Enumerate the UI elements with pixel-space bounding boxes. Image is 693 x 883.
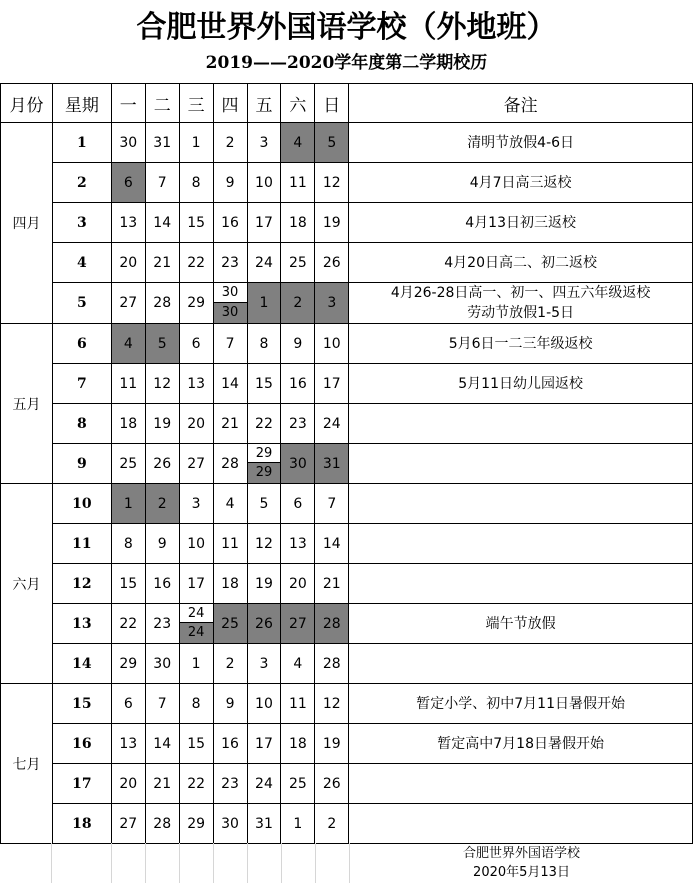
day-cell: 30 <box>213 804 247 844</box>
week-number: 5 <box>52 283 111 324</box>
day-cell: 4 <box>111 324 145 364</box>
day-cell: 20 <box>281 564 315 604</box>
day-cell: 23 <box>145 604 179 644</box>
day-number-holiday: 29 <box>248 462 281 483</box>
calendar-table <box>0 83 693 844</box>
week-row <box>1 524 693 564</box>
day-cell: 20 <box>179 404 213 444</box>
day-cell: 1 <box>247 283 281 324</box>
day-cell-split <box>247 444 281 484</box>
week-row <box>1 604 693 644</box>
day-cell: 16 <box>213 724 247 764</box>
day-cell: 28 <box>145 804 179 844</box>
month-label: 五月 <box>1 324 53 484</box>
day-cell: 28 <box>213 444 247 484</box>
day-cell: 13 <box>281 524 315 564</box>
day-cell: 27 <box>179 444 213 484</box>
note-text: 4月26-28日高一、初一、四五六年级返校 <box>390 285 651 301</box>
day-cell: 22 <box>179 243 213 283</box>
day-number-holiday: 24 <box>180 622 213 643</box>
day-cell: 18 <box>111 404 145 444</box>
day-cell: 22 <box>247 404 281 444</box>
day-cell: 11 <box>111 364 145 404</box>
day-cell: 23 <box>213 243 247 283</box>
note-cell <box>349 764 693 804</box>
week-row <box>1 764 693 804</box>
note-cell <box>349 484 693 524</box>
day-cell: 6 <box>111 163 145 203</box>
day-cell: 7 <box>145 684 179 724</box>
week-row <box>1 324 693 364</box>
day-cell: 28 <box>315 604 349 644</box>
day-cell: 10 <box>247 163 281 203</box>
day-cell: 7 <box>213 324 247 364</box>
day-cell: 8 <box>247 324 281 364</box>
note-cell <box>349 524 693 564</box>
week-number: 18 <box>52 804 111 844</box>
day-cell: 7 <box>315 484 349 524</box>
header-day-sat: 六 <box>281 84 315 123</box>
day-cell: 26 <box>315 243 349 283</box>
day-cell: 17 <box>247 203 281 243</box>
day-cell: 14 <box>145 203 179 243</box>
week-number: 10 <box>52 484 111 524</box>
week-number: 12 <box>52 564 111 604</box>
note-text: 暂定小学、初中7月11日暑假开始 <box>416 695 625 712</box>
day-cell: 19 <box>145 404 179 444</box>
day-cell: 9 <box>281 324 315 364</box>
week-row <box>1 484 693 524</box>
day-cell: 1 <box>111 484 145 524</box>
header-month: 月份 <box>1 84 53 123</box>
note-text: 劳动节放假1-5日 <box>467 305 575 321</box>
day-cell: 25 <box>111 444 145 484</box>
day-cell: 20 <box>111 243 145 283</box>
page-title: 合肥世界外国语学校（外地班） <box>136 10 557 45</box>
page-subtitle: 2019——2020学年度第二学期校历 <box>205 53 488 73</box>
day-cell: 14 <box>145 724 179 764</box>
note-cell <box>349 644 693 684</box>
week-number: 13 <box>52 604 111 644</box>
day-cell: 5 <box>145 324 179 364</box>
day-cell: 11 <box>281 163 315 203</box>
note-cell <box>349 123 693 163</box>
day-cell: 19 <box>247 564 281 604</box>
week-row <box>1 564 693 604</box>
week-row <box>1 444 693 484</box>
week-row <box>1 364 693 404</box>
day-cell: 12 <box>315 163 349 203</box>
day-cell: 23 <box>281 404 315 444</box>
footer-area <box>0 843 693 883</box>
week-number: 3 <box>52 203 111 243</box>
day-cell: 21 <box>145 764 179 804</box>
header-row <box>1 84 693 123</box>
day-cell: 18 <box>281 724 315 764</box>
day-cell: 15 <box>179 724 213 764</box>
day-cell: 16 <box>281 364 315 404</box>
note-text: 暂定高中7月18日暑假开始 <box>437 735 604 752</box>
day-cell: 16 <box>145 564 179 604</box>
day-cell: 22 <box>111 604 145 644</box>
day-cell: 7 <box>145 163 179 203</box>
day-cell: 15 <box>179 203 213 243</box>
day-cell: 26 <box>315 764 349 804</box>
day-cell: 2 <box>213 644 247 684</box>
footer-date: 2020年5月13日 <box>473 865 570 880</box>
day-number: 29 <box>248 444 281 463</box>
day-cell: 13 <box>111 203 145 243</box>
note-cell <box>349 684 693 724</box>
day-cell: 1 <box>281 804 315 844</box>
day-cell: 25 <box>281 764 315 804</box>
day-cell: 5 <box>247 484 281 524</box>
day-number: 30 <box>214 283 247 302</box>
day-cell: 10 <box>247 684 281 724</box>
note-cell <box>349 324 693 364</box>
day-cell: 14 <box>315 524 349 564</box>
week-number: 11 <box>52 524 111 564</box>
day-cell: 3 <box>315 283 349 324</box>
week-number: 8 <box>52 404 111 444</box>
day-cell: 31 <box>315 444 349 484</box>
day-cell: 12 <box>315 684 349 724</box>
week-row <box>1 684 693 724</box>
note-cell <box>349 364 693 404</box>
day-cell: 17 <box>179 564 213 604</box>
week-number: 16 <box>52 724 111 764</box>
day-cell-split <box>213 283 247 324</box>
day-cell: 13 <box>179 364 213 404</box>
day-cell: 3 <box>179 484 213 524</box>
header-day-wed: 三 <box>179 84 213 123</box>
note-cell <box>349 804 693 844</box>
day-cell: 15 <box>111 564 145 604</box>
week-number: 4 <box>52 243 111 283</box>
day-cell: 27 <box>281 604 315 644</box>
day-cell: 13 <box>111 724 145 764</box>
day-cell: 2 <box>213 123 247 163</box>
day-cell: 24 <box>247 764 281 804</box>
week-row <box>1 203 693 243</box>
day-cell: 9 <box>213 163 247 203</box>
day-cell: 15 <box>247 364 281 404</box>
day-cell: 2 <box>145 484 179 524</box>
week-number: 15 <box>52 684 111 724</box>
day-cell-split <box>179 604 213 644</box>
note-cell <box>349 163 693 203</box>
week-row <box>1 163 693 203</box>
day-cell: 31 <box>145 123 179 163</box>
week-number: 9 <box>52 444 111 484</box>
day-cell: 4 <box>281 123 315 163</box>
note-text: 4月7日高三返校 <box>469 174 572 191</box>
day-cell: 8 <box>179 684 213 724</box>
day-cell: 21 <box>145 243 179 283</box>
week-row <box>1 283 693 324</box>
day-cell: 30 <box>145 644 179 684</box>
day-cell: 29 <box>111 644 145 684</box>
day-cell: 2 <box>281 283 315 324</box>
day-cell: 23 <box>213 764 247 804</box>
note-text: 5月11日幼儿园返校 <box>458 375 583 392</box>
week-number: 7 <box>52 364 111 404</box>
day-cell: 10 <box>315 324 349 364</box>
day-cell: 28 <box>315 644 349 684</box>
header-day-mon: 一 <box>111 84 145 123</box>
week-number: 2 <box>52 163 111 203</box>
week-row <box>1 644 693 684</box>
day-cell: 1 <box>179 123 213 163</box>
note-cell <box>349 564 693 604</box>
day-cell: 8 <box>111 524 145 564</box>
week-number: 6 <box>52 324 111 364</box>
day-cell: 12 <box>247 524 281 564</box>
day-cell: 21 <box>315 564 349 604</box>
day-cell: 24 <box>247 243 281 283</box>
day-cell: 16 <box>213 203 247 243</box>
day-cell: 9 <box>213 684 247 724</box>
week-number: 14 <box>52 644 111 684</box>
day-cell: 11 <box>281 684 315 724</box>
day-cell: 9 <box>145 524 179 564</box>
day-cell: 21 <box>213 404 247 444</box>
week-row <box>1 804 693 844</box>
note-text: 清明节放假4-6日 <box>467 134 575 151</box>
day-number: 24 <box>180 604 213 623</box>
note-cell <box>349 203 693 243</box>
note-cell <box>349 404 693 444</box>
day-cell: 24 <box>315 404 349 444</box>
day-cell: 30 <box>281 444 315 484</box>
header-day-sun: 日 <box>315 84 349 123</box>
footer-school: 合肥世界外国语学校 <box>462 846 580 861</box>
header-day-fri: 五 <box>247 84 281 123</box>
day-cell: 12 <box>145 364 179 404</box>
day-cell: 18 <box>281 203 315 243</box>
day-cell: 8 <box>179 163 213 203</box>
day-cell: 19 <box>315 724 349 764</box>
day-cell: 1 <box>179 644 213 684</box>
day-cell: 5 <box>315 123 349 163</box>
day-cell: 18 <box>213 564 247 604</box>
month-label: 六月 <box>1 484 53 684</box>
day-cell: 27 <box>111 283 145 324</box>
day-number-holiday: 30 <box>214 302 247 323</box>
day-cell: 4 <box>213 484 247 524</box>
month-label: 七月 <box>1 684 53 844</box>
day-cell: 17 <box>247 724 281 764</box>
note-cell <box>349 444 693 484</box>
day-cell: 17 <box>315 364 349 404</box>
day-cell: 30 <box>111 123 145 163</box>
day-cell: 27 <box>111 804 145 844</box>
note-cell <box>349 724 693 764</box>
day-cell: 3 <box>247 123 281 163</box>
day-cell: 10 <box>179 524 213 564</box>
day-cell: 26 <box>145 444 179 484</box>
day-cell: 31 <box>247 804 281 844</box>
header-notes: 备注 <box>349 84 693 123</box>
note-cell <box>349 604 693 644</box>
day-cell: 14 <box>213 364 247 404</box>
note-text: 5月6日一二三年级返校 <box>448 335 593 352</box>
day-cell: 29 <box>179 283 213 324</box>
day-cell: 3 <box>247 644 281 684</box>
header-week: 星期 <box>52 84 111 123</box>
day-cell: 20 <box>111 764 145 804</box>
day-cell: 25 <box>213 604 247 644</box>
day-cell: 26 <box>247 604 281 644</box>
note-text: 端午节放假 <box>485 615 556 632</box>
day-cell: 19 <box>315 203 349 243</box>
week-number: 1 <box>52 123 111 163</box>
note-text: 4月13日初三返校 <box>465 214 576 231</box>
day-cell: 29 <box>179 804 213 844</box>
week-row <box>1 724 693 764</box>
day-cell: 28 <box>145 283 179 324</box>
week-row <box>1 123 693 163</box>
week-row <box>1 243 693 283</box>
day-cell: 25 <box>281 243 315 283</box>
month-label: 四月 <box>1 123 53 324</box>
week-row <box>1 404 693 444</box>
week-number: 17 <box>52 764 111 804</box>
day-cell: 6 <box>179 324 213 364</box>
day-cell: 2 <box>315 804 349 844</box>
header-day-tue: 二 <box>145 84 179 123</box>
day-cell: 11 <box>213 524 247 564</box>
note-cell <box>349 243 693 283</box>
day-cell: 6 <box>111 684 145 724</box>
note-cell <box>349 283 693 324</box>
day-cell: 6 <box>281 484 315 524</box>
header-day-thu: 四 <box>213 84 247 123</box>
note-text: 4月20日高二、初二返校 <box>444 254 597 271</box>
day-cell: 22 <box>179 764 213 804</box>
day-cell: 4 <box>281 644 315 684</box>
